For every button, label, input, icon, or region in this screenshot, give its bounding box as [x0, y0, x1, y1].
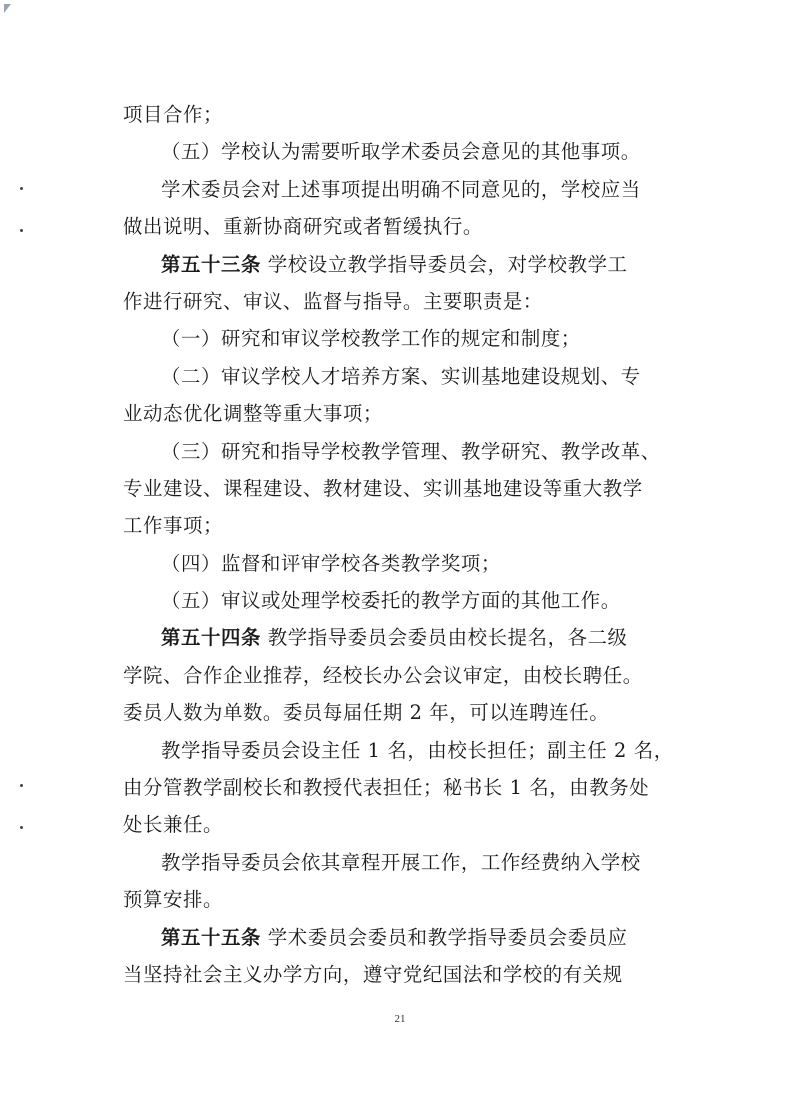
list-item [123, 320, 683, 357]
article-heading: 第五十三条 [161, 252, 261, 276]
scan-edge-dot [20, 784, 23, 787]
text-run: 学校设立教学指导委员会，对学校教学工 [260, 252, 628, 276]
list-item [123, 433, 683, 545]
text-run: 学术委员会委员和教学指导委员会委员应 [260, 925, 628, 949]
text-line: 处长兼任。 [123, 813, 223, 837]
article-55 [123, 919, 683, 994]
page-number: 21 [394, 1013, 406, 1025]
text-line: （四）监督和评审学校各类教学奖项； [161, 551, 501, 575]
text-line [123, 246, 683, 283]
text-line: 作进行研究、审议、监督与指导。主要职责是： [123, 289, 543, 313]
text-line [123, 619, 683, 656]
text-line: 学术委员会对上述事项提出明确不同意见的，学校应当 [161, 177, 641, 201]
scan-edge-dot [20, 187, 23, 190]
text-line [123, 919, 683, 956]
text-line: 学院、合作企业推荐，经校长办公会议审定，由校长聘任。 [123, 663, 643, 687]
paragraph [123, 844, 683, 919]
text-line: 预算安排。 [123, 888, 223, 912]
text-line: 工作事项； [123, 514, 223, 538]
paragraph [123, 96, 683, 133]
list-item [123, 582, 683, 619]
paragraph [123, 171, 683, 246]
text-line: 由分管教学副校长和教授代表担任；秘书长 1 名，由教务处 [123, 776, 650, 800]
text-line: （三）研究和指导学校教学管理、教学研究、教学改革、 [161, 439, 661, 463]
text-line: （五）审议或处理学校委托的教学方面的其他工作。 [161, 589, 621, 613]
text-line: 教学指导委员会依其章程开展工作，工作经费纳入学校 [161, 850, 641, 874]
text-line: 委员人数为单数。委员每届任期 2 年，可以连聘连任。 [123, 701, 610, 725]
text-run: 教学指导委员会委员由校长提名，各二级 [260, 626, 628, 650]
paragraph [123, 732, 683, 844]
text-line: 业动态优化调整等重大事项； [123, 402, 383, 426]
text-line: 项目合作； [123, 103, 223, 126]
scan-corner-mark [4, 4, 11, 13]
list-item [123, 358, 683, 433]
text-line: （五）学校认为需要听取学术委员会意见的其他事项。 [161, 140, 641, 164]
paragraph [123, 133, 683, 170]
text-line: 教学指导委员会设主任 1 名，由校长担任；副主任 2 名， [161, 738, 674, 762]
text-line: 专业建设、课程建设、教材建设、实训基地建设等重大教学 [123, 476, 643, 500]
article-53 [123, 246, 683, 321]
document-body [123, 96, 683, 993]
article-heading: 第五十五条 [161, 925, 261, 949]
article-54 [123, 619, 683, 731]
scan-edge-dot [20, 826, 23, 829]
scan-edge-dot [20, 229, 23, 232]
article-heading: 第五十四条 [161, 626, 261, 650]
list-item [123, 545, 683, 582]
text-line: （一）研究和审议学校教学工作的规定和制度； [161, 327, 581, 351]
text-line: （二）审议学校人才培养方案、实训基地建设规划、专 [161, 364, 641, 388]
text-line: 当坚持社会主义办学方向，遵守党纪国法和学校的有关规 [123, 962, 623, 986]
text-line: 做出说明、重新协商研究或者暂缓执行。 [123, 215, 483, 239]
